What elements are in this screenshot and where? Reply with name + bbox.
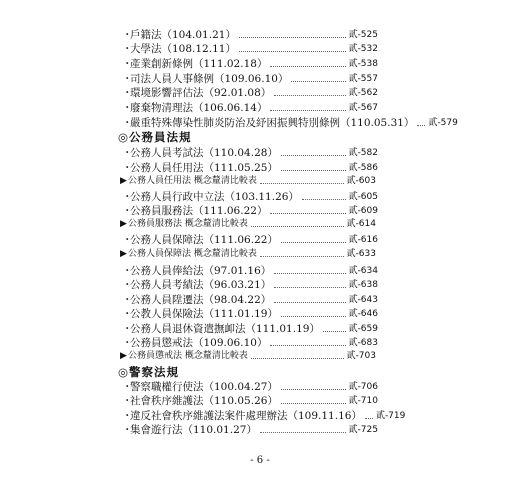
arrow-bullet-icon: ▶ [120,350,127,361]
entry-title: 公務人員退休資遣撫卹法（111.01.19） [130,322,320,335]
entry-title: 公務人員任用法 概念釐清比較表 [128,175,257,186]
entry-title: 司法人員人事條例（109.06.10） [130,73,289,85]
toc-entry[interactable] [122,293,378,307]
toc-note-entry[interactable] [120,349,376,363]
bullet: ・ [122,380,133,393]
bullet: ・ [122,101,133,114]
bullet: ・ [122,57,133,70]
bullet: ・ [122,424,133,437]
toc-entry[interactable] [122,322,378,336]
page-number: 貳-706 [348,381,378,392]
toc-entry[interactable] [122,409,406,423]
dot-leader [291,81,345,82]
entry-title: 大學法（108.12.11） [130,43,236,56]
entry-title: 公務人員俸給法（97.01.16） [130,265,272,277]
toc-note-entry[interactable] [120,217,376,231]
entry-title: 公務員懲戒法（109.06.10） [130,337,268,349]
toc-entry[interactable] [122,101,378,115]
dot-leader [274,287,345,288]
arrow-bullet-icon: ▶ [120,175,127,186]
toc-entry[interactable] [122,233,378,247]
page-number: 貳-646 [348,309,378,320]
dot-leader [251,226,344,227]
entry-title: 集會遊行法（110.01.27） [130,424,257,437]
toc-entry[interactable] [122,380,378,394]
dot-leader [323,331,346,332]
page-number: 貳-557 [348,74,378,84]
toc-entry[interactable] [122,423,378,437]
page-number: 貳-532 [348,44,378,55]
bullet: ・ [122,87,133,100]
entry-title: 戶籍法（104.01.21） [130,29,236,41]
bullet: ・ [122,337,133,349]
entry-title: 公務人員保障法 概念釐清比較表 [128,249,257,260]
section-heading: ◎公務員法規 [118,129,192,144]
toc-entry[interactable] [122,278,378,292]
entry-title: 公務人員考試法（110.04.28） [130,147,278,160]
entry-title: 公務人員任用法（111.05.25） [130,161,278,174]
page-number: 貳-579 [428,118,458,128]
toc-entry[interactable] [122,264,378,278]
entry-title: 嚴重特殊傳染性肺炎防治及紓困振興特別條例（110.05.31） [130,117,415,129]
dot-leader [270,110,345,111]
page-number: 貳-710 [348,396,378,407]
bullet: ・ [122,147,133,160]
entry-title: 違反社會秩序維護法案件處理辦法（109.11.16） [130,409,362,422]
dot-leader [281,155,346,156]
bullet: ・ [122,117,133,129]
bullet: ・ [122,29,133,41]
toc-entry[interactable] [122,190,378,204]
page-number: 貳-659 [348,323,378,334]
entry-title: 公務人員陞遷法（98.04.22） [130,293,272,306]
bullet: ・ [122,205,133,217]
page-number: 貳-719 [375,410,406,421]
dot-leader [281,170,346,171]
toc-note-entry[interactable] [120,174,376,188]
dot-leader [260,183,344,184]
page-number: 貳-634 [348,266,378,276]
entry-title: 廢棄物清理法（106.06.14） [130,101,268,114]
toc-entry[interactable] [122,86,378,100]
bullet: ・ [122,279,133,292]
bullet: ・ [122,322,133,335]
bullet: ・ [122,73,133,85]
toc-entry[interactable] [122,28,378,42]
section-heading: ◎警察法規 [118,364,180,379]
arrow-bullet-icon: ▶ [120,218,127,229]
entry-title: 社會秩序維護法（110.05.26） [130,395,278,408]
dot-leader [260,432,346,433]
dot-leader [281,242,346,243]
bullet: ・ [122,395,133,408]
dot-leader [274,273,345,274]
toc-note-entry[interactable] [120,247,376,261]
page-number: 貳-538 [348,58,378,69]
dot-leader [302,199,346,200]
arrow-bullet-icon: ▶ [120,249,127,260]
toc-entry[interactable] [122,307,378,321]
page-footer: - 6 - [250,455,270,466]
page-number: 貳-586 [348,162,378,173]
bullet: ・ [122,43,133,56]
entry-title: 公務員服務法 概念釐清比較表 [128,218,248,229]
page-number: 貳-609 [348,206,378,216]
toc-entry[interactable] [122,146,378,160]
dot-leader [281,316,346,317]
entry-title: 公務人員保障法（111.06.22） [130,233,278,246]
dot-leader [270,345,345,346]
entry-title: 公教人員保險法（111.01.19） [130,308,278,321]
dot-leader [274,302,345,303]
toc-entry[interactable] [122,57,378,71]
page-number: 貳-633 [346,249,376,260]
entry-title: 產業創新條例（111.02.18） [130,57,268,70]
toc-entry[interactable] [122,72,378,86]
dot-leader [260,256,344,257]
dot-leader [251,358,344,359]
bullet: ・ [122,265,133,277]
page-number: 貳-525 [348,30,378,40]
page-number: 貳-616 [348,234,378,245]
entry-title: 公務人員行政中立法（103.11.26） [130,190,299,203]
dot-leader [281,403,346,404]
dot-leader [239,51,346,52]
entry-title: 環境影響評估法（92.01.08） [130,87,272,100]
page-number: 貳-567 [348,102,378,113]
dot-leader [417,125,425,126]
page-number: 貳-703 [346,350,376,361]
toc-entry[interactable] [122,42,378,56]
page-number: 貳-643 [348,294,378,305]
entry-title: 公務員服務法（111.06.22） [130,205,268,217]
page-number: 貳-582 [348,148,378,159]
dot-leader [239,37,346,38]
entry-title: 公務人員考績法（96.03.21） [130,279,272,292]
bullet: ・ [122,409,133,422]
bullet: ・ [122,308,133,321]
bullet: ・ [122,161,133,174]
page-number: 貳-683 [348,338,378,348]
dot-leader [270,66,345,67]
page-number: 貳-614 [346,218,376,229]
bullet: ・ [122,293,133,306]
page-number: 貳-603 [346,175,376,186]
bullet: ・ [122,190,133,203]
page-number: 貳-605 [348,191,378,202]
entry-title: 公務員懲戒法 概念釐清比較表 [128,350,248,361]
page-number: 貳-638 [348,280,378,291]
page-number: 貳-725 [348,425,378,436]
dot-leader [365,418,373,419]
dot-leader [281,389,346,390]
toc-entry[interactable] [122,394,378,408]
dot-leader [274,95,345,96]
page-number: 貳-562 [348,88,378,99]
entry-title: 警察職權行使法（100.04.27） [130,380,278,393]
bullet: ・ [122,233,133,246]
dot-leader [270,213,345,214]
